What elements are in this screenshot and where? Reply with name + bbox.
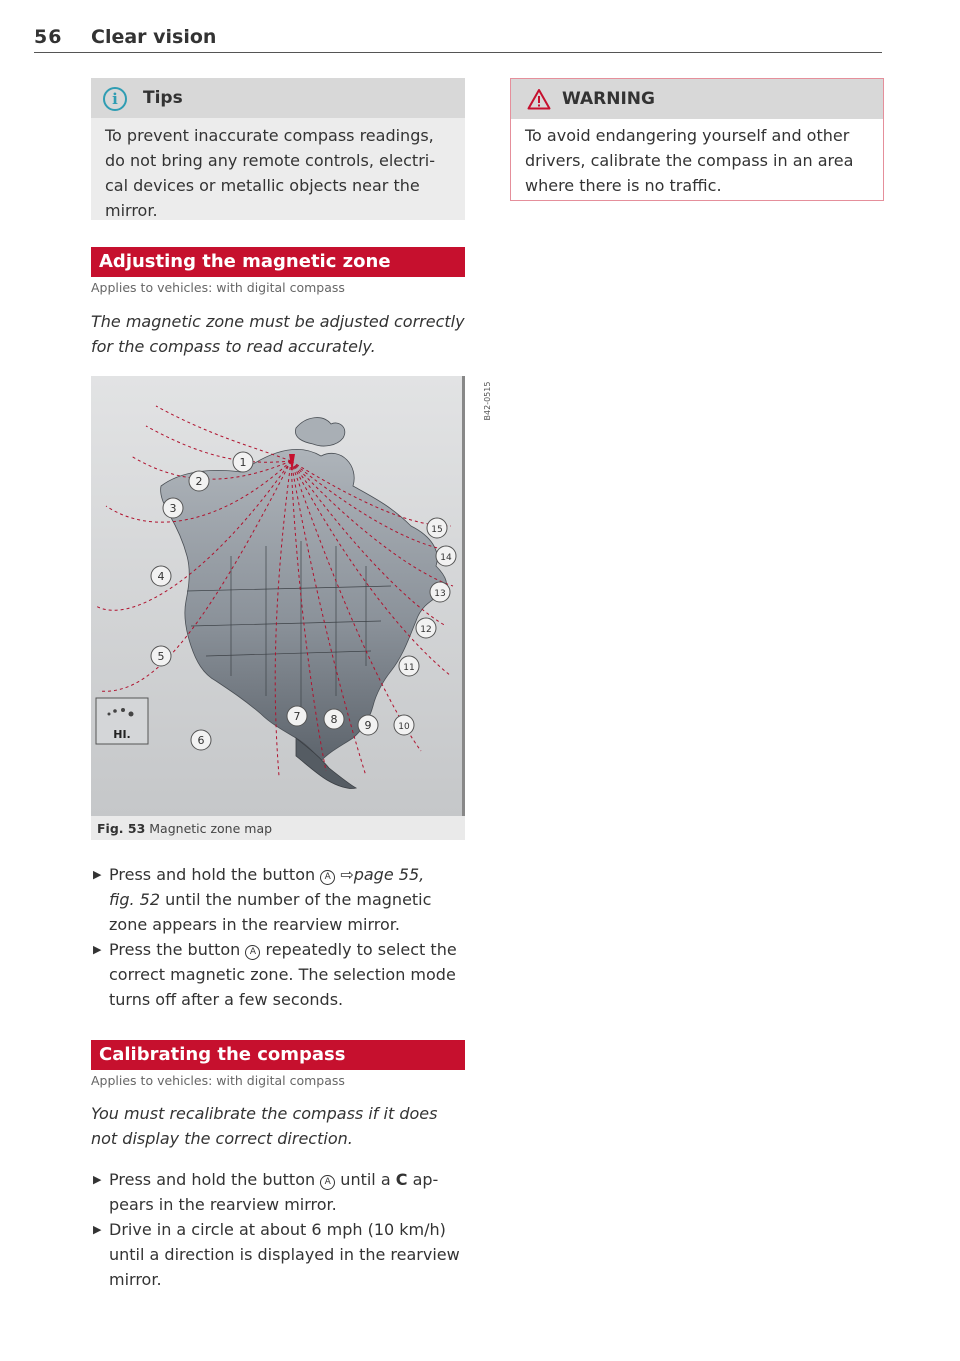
zone-number: 5 [157,650,165,663]
bullet-arrow-icon: ▶ [93,943,102,956]
step-text: zone appears in the rearview mirror. [109,915,400,934]
step-text: Press and hold the button [109,865,316,884]
intro-line: The magnetic zone must be adjusted correctly [91,312,465,331]
warning-box [510,78,884,201]
page-reference[interactable]: page 55, [353,865,425,884]
zone-number: 2 [195,475,203,488]
zone-number: 3 [169,502,177,515]
zone-label-13 [430,582,450,602]
zone-number: 9 [364,719,372,732]
step-text: Press and hold the button [109,1170,316,1189]
zone-number: 12 [420,625,432,635]
warning-header [511,79,883,119]
figure-code: B42-0515 [483,381,492,421]
zone-label-1 [233,452,253,472]
zone-number: 13 [434,589,446,599]
zone-label-8 [324,709,344,729]
zone-number: 1 [239,456,247,469]
zone-number: 11 [403,663,415,673]
button-a-icon: A [245,945,260,960]
intro-line: not display the correct direction. [91,1129,353,1148]
zone-label-12 [416,618,436,638]
step-text: until a [335,1170,396,1189]
section-title: Clear vision [91,26,217,48]
warning-triangle-icon [527,88,551,110]
zone-label-2 [189,471,209,491]
reference-arrow-icon: ⇨ [340,865,354,884]
page-number: 56 [34,26,63,48]
warning-text [525,123,873,198]
bullet-arrow-icon: ▶ [93,1223,102,1236]
step-text: until a direction is displayed in the rearview [109,1245,460,1264]
step-text: pears in the rearview mirror. [109,1195,337,1214]
zone-number: 6 [197,734,205,747]
figure-edge [462,376,465,816]
section-heading-calibrating: Calibrating the compass [91,1040,465,1070]
hawaii-inset [96,698,148,744]
zone-label-4 [151,566,171,586]
zone-label-5 [151,646,171,666]
zone-label-14 [436,546,456,566]
warning-line: drivers, calibrate the compass in an area [525,151,854,170]
bullet-arrow-icon: ▶ [93,868,102,881]
calibrate-steps [91,1167,471,1292]
step-item [91,862,471,937]
step-text: repeatedly to select the [260,940,457,959]
tips-box [91,78,465,220]
zone-number: 7 [293,710,301,723]
tips-line: To prevent inaccurate compass readings, [105,126,434,145]
step-text: turns off after a few seconds. [109,990,344,1009]
step-item [91,1167,471,1217]
tips-text [105,123,455,223]
step-text: Drive in a circle at about 6 mph (10 km/h) [109,1220,446,1239]
tips-line: cal devices or metallic objects near the [105,176,420,195]
step-item [91,1217,471,1292]
applies-note: Applies to vehicles: with digital compass [91,280,345,295]
zone-label-11 [399,656,419,676]
step-text-bold: C [395,1170,408,1189]
button-a-icon: A [320,1175,335,1190]
page-header [34,24,882,53]
tips-header [91,78,465,118]
magnetic-zone-figure [91,376,492,816]
section-heading-magnetic-zone: Adjusting the magnetic zone [91,247,465,277]
hawaii-label: HI. [113,728,131,741]
tips-line: mirror. [105,201,158,220]
zone-label-9 [358,715,378,735]
step-text: Press the button [109,940,241,959]
info-icon: i [103,87,127,111]
zone-label-10 [394,715,414,735]
section-intro [91,309,471,359]
step-item [91,937,471,1012]
zone-number: 4 [157,570,165,583]
warning-line: where there is no traffic. [525,176,722,195]
figure-caption-text: Magnetic zone map [149,821,273,836]
section-intro [91,1101,471,1151]
zone-label-3 [163,498,183,518]
step-text: correct magnetic zone. The selection mode [109,965,456,984]
figure-reference[interactable]: fig. 52 [109,890,161,909]
figure-number: Fig. 53 [97,821,146,836]
zone-label-6 [191,730,211,750]
zone-number: 10 [398,722,410,732]
zone-label-7 [287,706,307,726]
tips-title: Tips [143,88,183,108]
step-text: mirror. [109,1270,162,1289]
zone-number: 14 [440,553,452,563]
warning-title: WARNING [562,89,655,109]
intro-line: for the compass to read accurately. [91,337,376,356]
step-text: until the number of the magnetic [160,890,432,909]
zone-label-15 [427,518,447,538]
magnetic-zone-map [91,376,492,816]
bullet-arrow-icon: ▶ [93,1173,102,1186]
figure-caption [91,816,465,840]
step-text: ap- [407,1170,439,1189]
adjust-zone-steps [91,862,471,1012]
tips-line: do not bring any remote controls, electri- [105,151,435,170]
warning-line: To avoid endangering yourself and other [525,126,850,145]
zone-number: 8 [330,713,338,726]
button-a-icon: A [320,870,335,885]
intro-line: You must recalibrate the compass if it does [91,1104,438,1123]
zone-number: 15 [431,525,443,535]
applies-note: Applies to vehicles: with digital compass [91,1073,345,1088]
